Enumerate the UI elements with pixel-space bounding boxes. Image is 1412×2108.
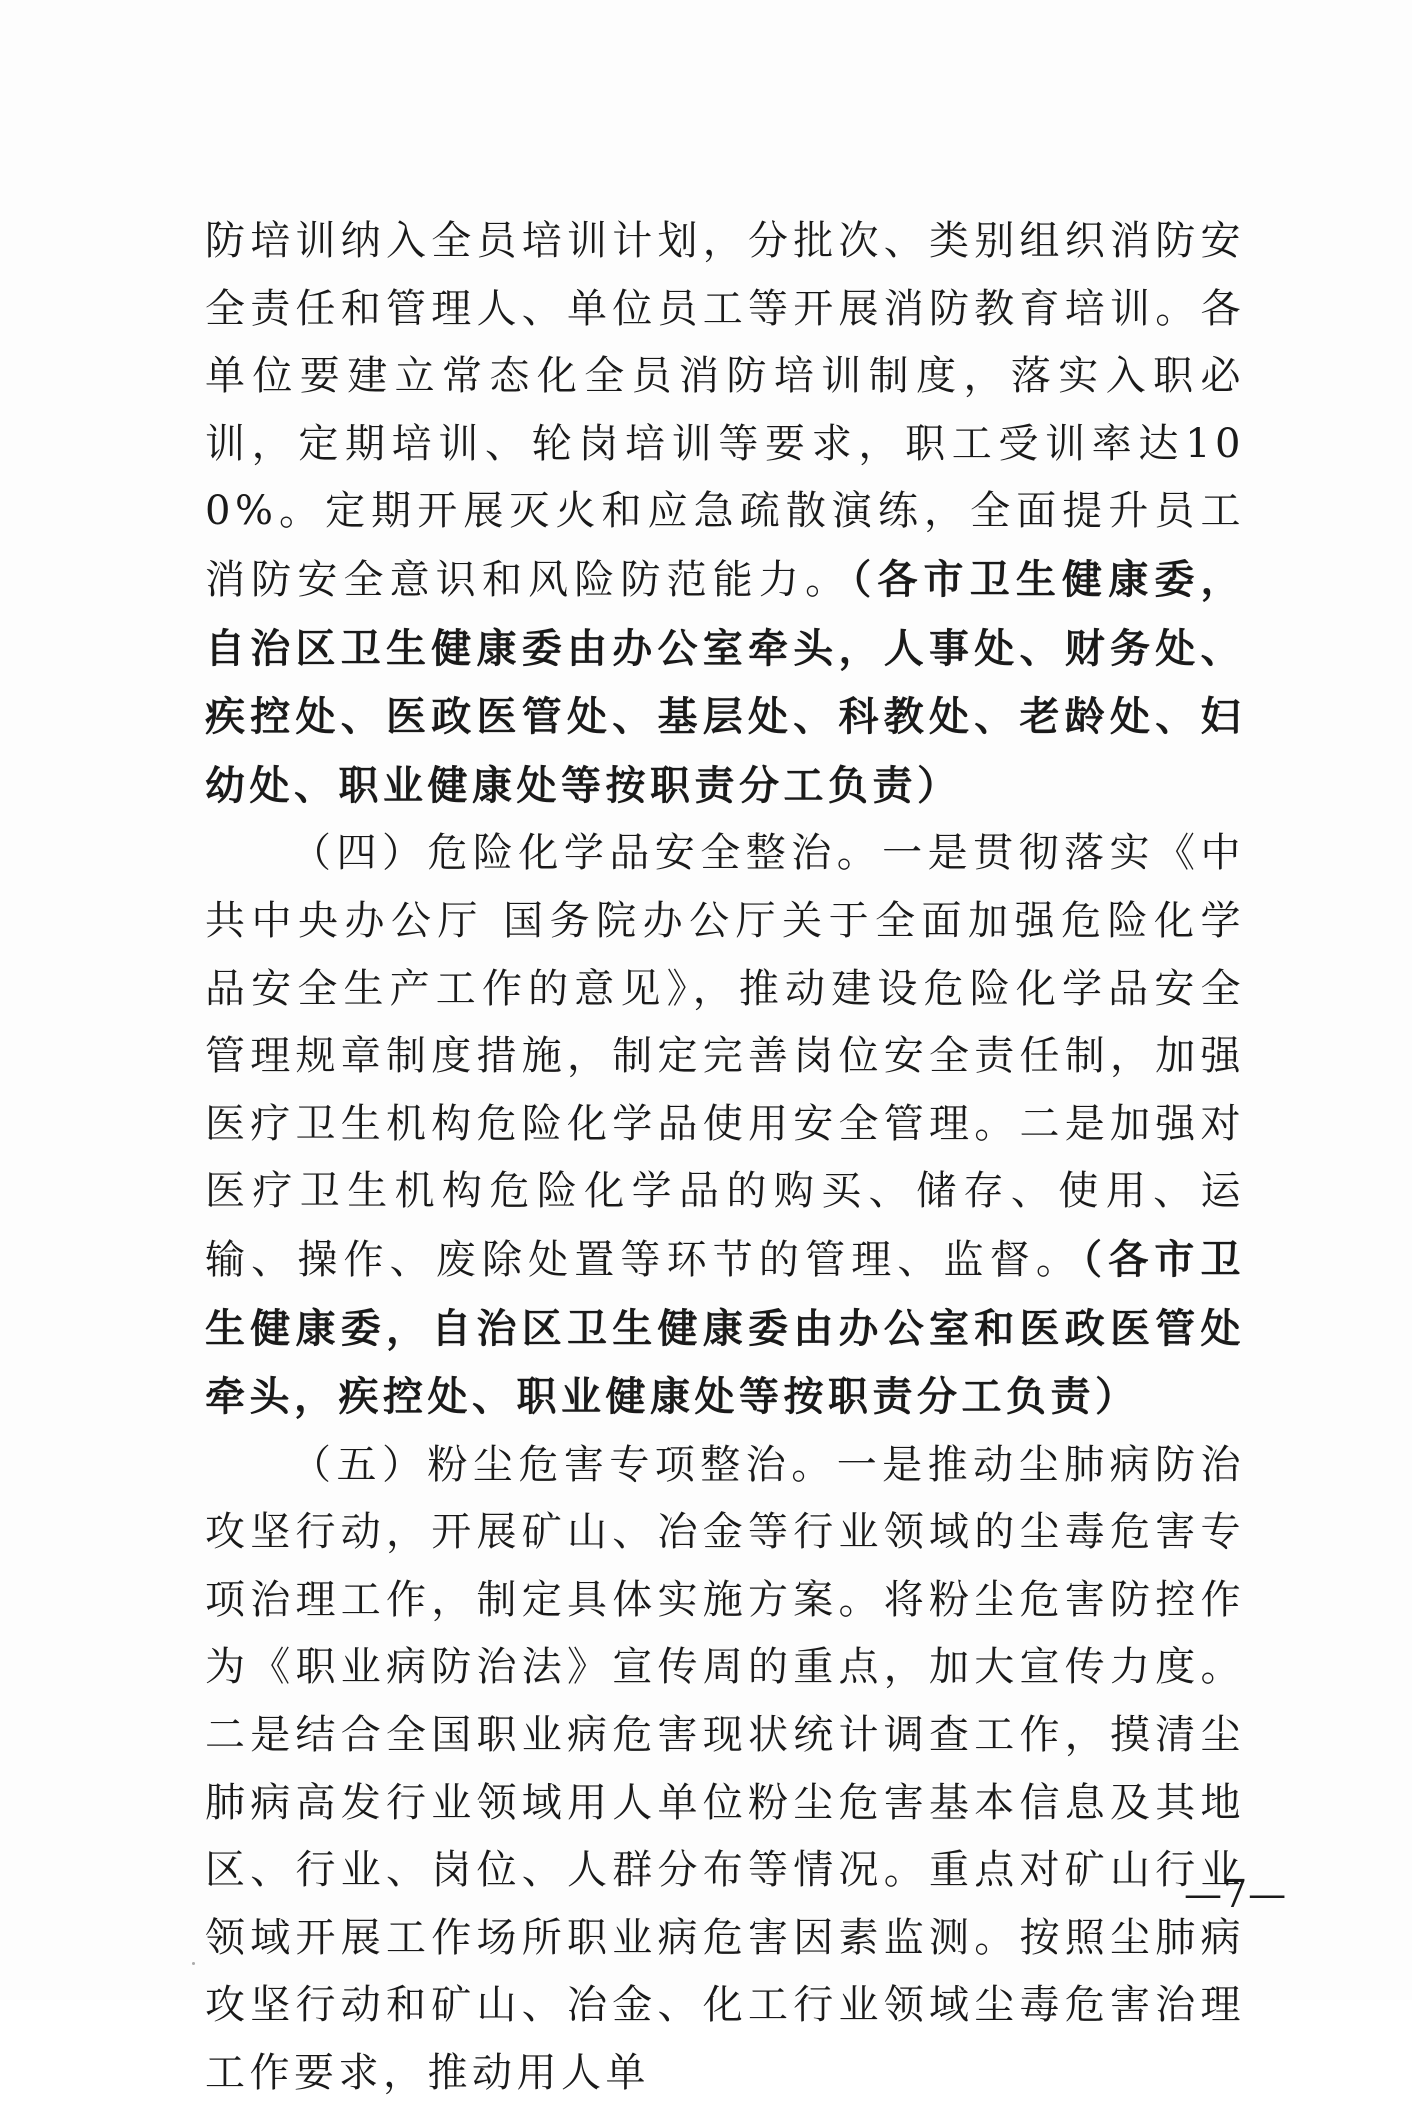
scan-artifact — [192, 1962, 195, 1965]
paragraph-fire-training — [205, 208, 1245, 820]
paragraph-text: （五）粉尘危害专项整治。一是推动尘肺病防治攻坚行动，开展矿山、冶金等行业领域的尘毒危害专项治理工作，制定具体实施方案。将粉尘危害防控作为《职业病防治法》宣传周的重点，加大宣传力度。二是结合全国职业病危害现状统计调查工作，摸清尘肺病高发行业领域用人单位粉尘危害基本信息及其地区、行业、岗位、人群分布等情况。重点对矿山行业领域开展工作场所职业病危害因素监测。按照尘肺病攻坚行动和矿山、冶金、化工行业领域尘毒危害治理工作要求，推动用人单 — [205, 1441, 1245, 2097]
body-text — [205, 208, 1245, 2108]
responsibility-note: （各市卫生健康委，自治区卫生健康委由办公室牵头，人事处、财务处、疾控处、医政医管处、基层处、科教处、老龄处、妇幼处、职业健康处等按职责分工负责） — [205, 555, 1246, 809]
paragraph-dust-hazard — [205, 1432, 1245, 2108]
responsibility-note: （各市卫生健康委，自治区卫生健康委由办公室和医政医管处牵头，疾控处、职业健康处等按职责分工负责） — [205, 1235, 1246, 1421]
page-number: —7— — [1184, 1872, 1288, 1916]
paragraph-text: 防培训纳入全员培训计划，分批次、类别组织消防安全责任和管理人、单位员工等开展消防教育培训。各单位要建立常态化全员消防培训制度，落实入职必训，定期培训、轮岗培训等要求，职工受训率达100%。定期开展灭火和应急疏散演练，全面提升员工消防安全意识和风险防范能力。 — [205, 218, 1245, 603]
paragraph-text: （四）危险化学品安全整治。一是贯彻落实《中共中央办公厅 国务院办公厅关于全面加强危险化学品安全生产工作的意见》，推动建设危险化学品安全管理规章制度措施，制定完善岗位安全责任制，加强医疗卫生机构危险化学品使用安全管理。二是加强对医疗卫生机构危险化学品的购买、储存、使用、运输、操作、废除处置等环节的管理、监督。 — [205, 830, 1245, 1283]
paragraph-hazardous-chemicals — [205, 820, 1245, 1431]
